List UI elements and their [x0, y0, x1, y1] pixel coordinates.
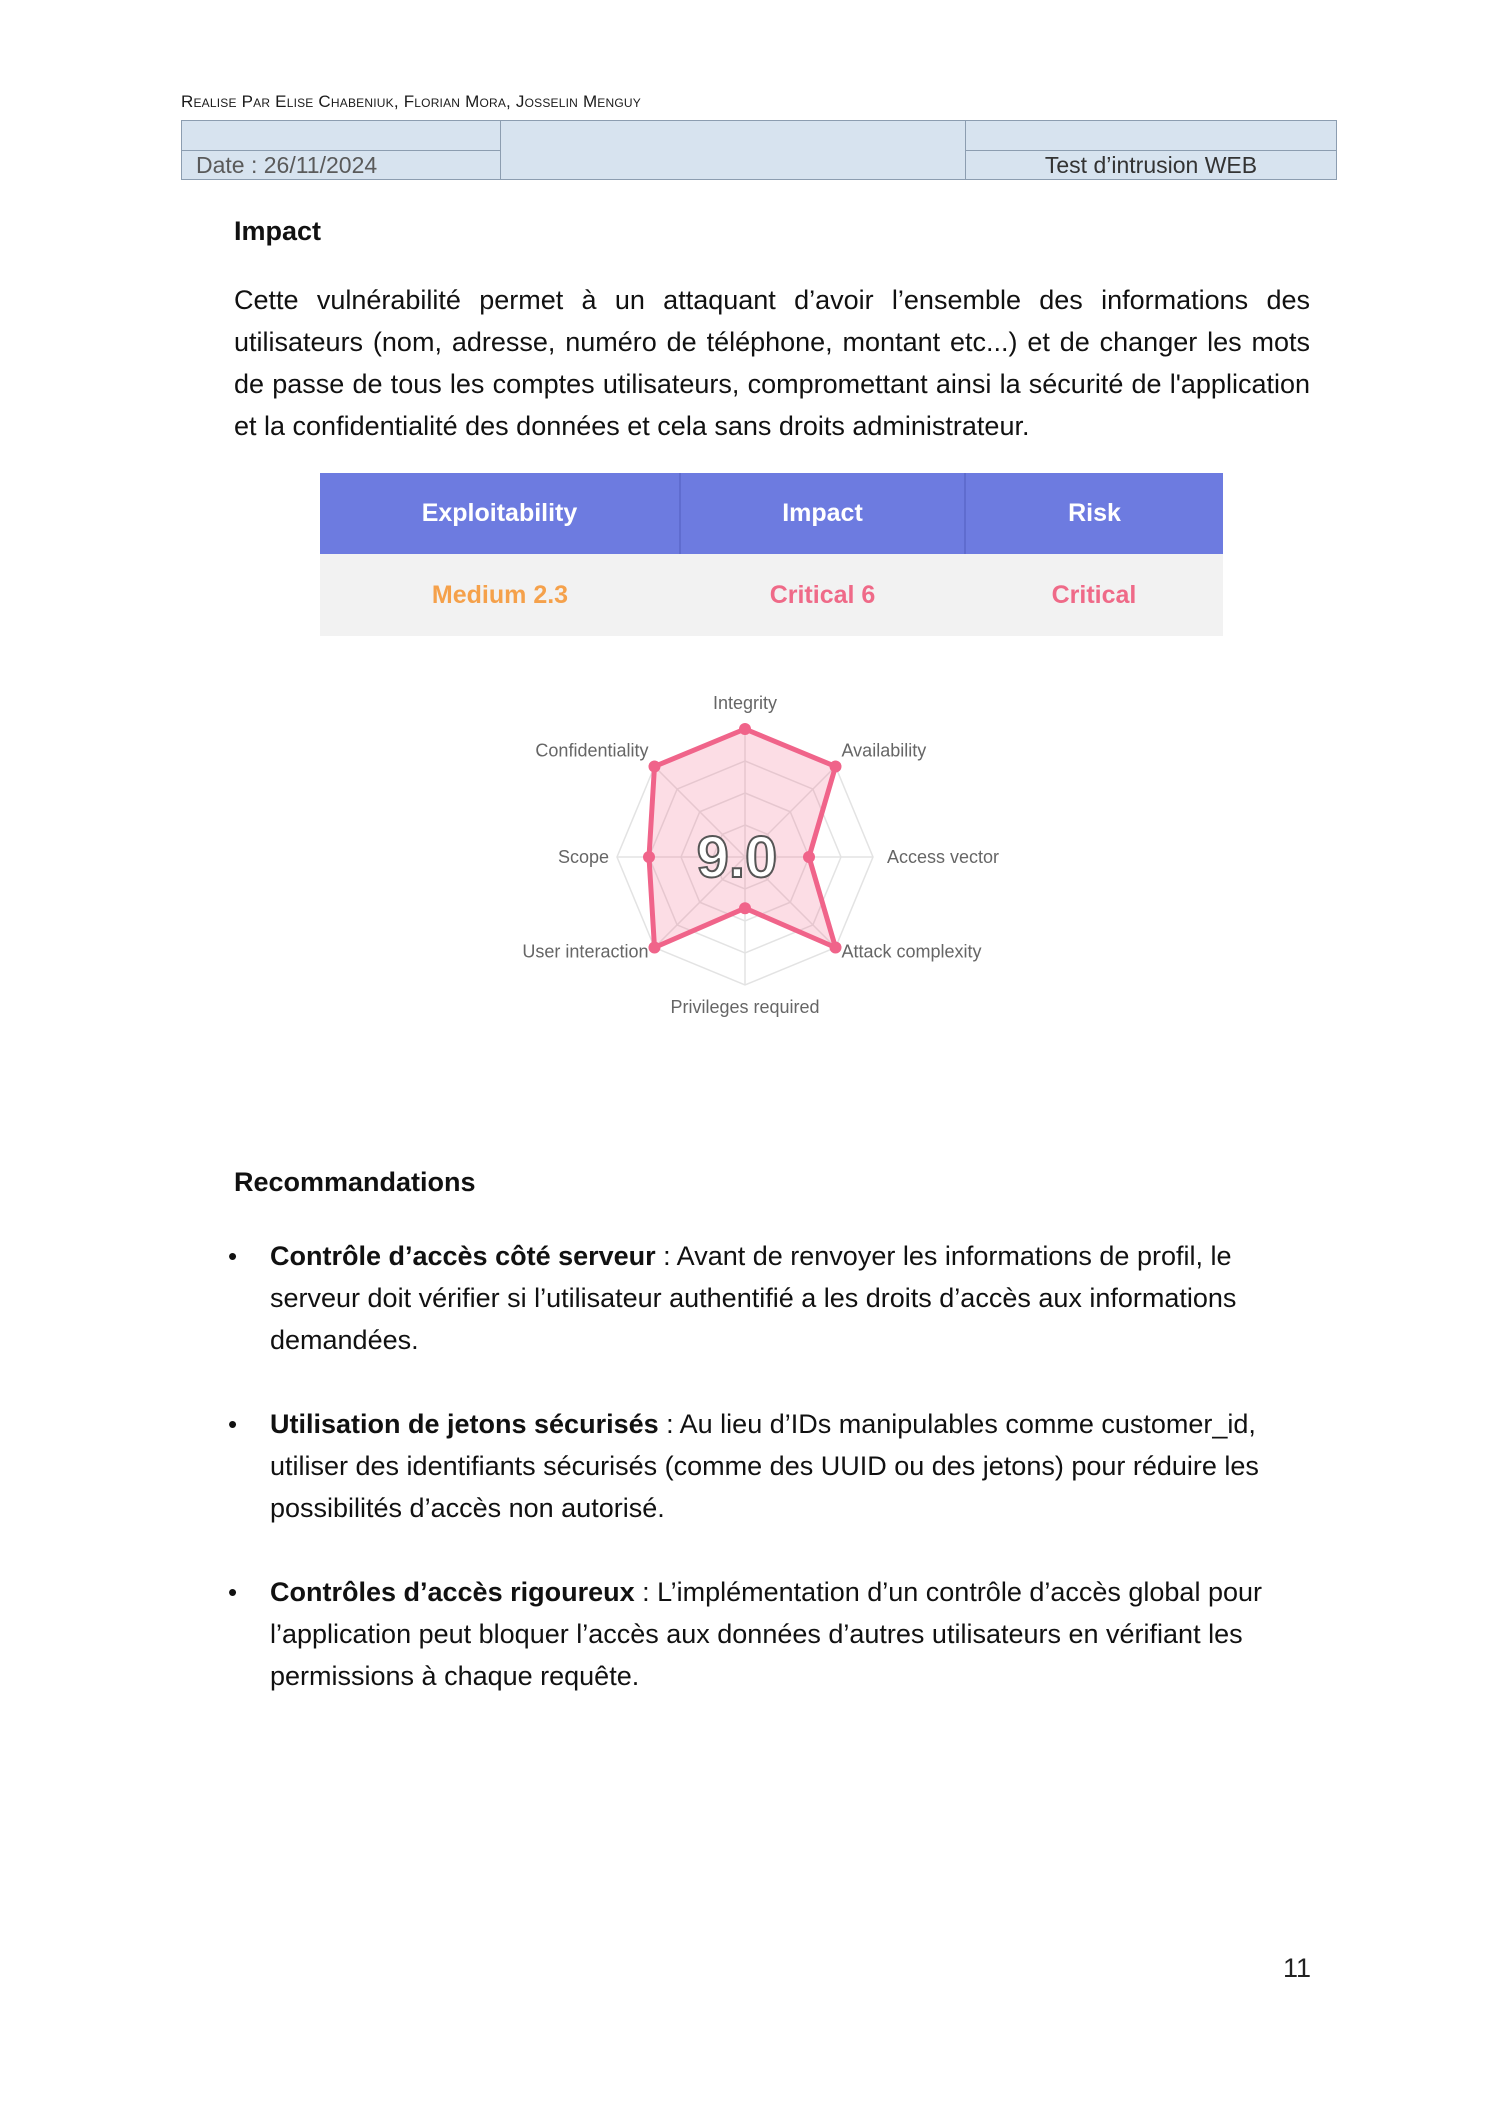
header-title: Test d’intrusion WEB: [966, 150, 1337, 180]
radar-point: [830, 760, 842, 772]
recommendation-text: : Avant de renvoyer les informations de profil, le serveur doit vérifier si l’utilisateur authentifié a les droits d’accès aux informations demandées.: [270, 1241, 1237, 1355]
impact-paragraph: Cette vulnérabilité permet à un attaquant d’avoir l’ensemble des informations des utilisateurs (nom, adresse, numéro de téléphone, montant etc...) et de changer les mots de passe de tous les comptes utilisateurs, compromettant ainsi la sécurité de l'application et la confidentialité des données et cela sans droits administrateur.: [234, 285, 1310, 441]
recommendation-bold: Contrôles d’accès rigoureux: [270, 1577, 635, 1607]
radar-chart: [470, 660, 1070, 1060]
risk-header-impact: Impact: [680, 473, 965, 554]
risk-value-risk: Critical: [965, 554, 1223, 636]
radar-axis-label: Scope: [557, 847, 609, 867]
header-table: [181, 120, 1337, 180]
header-cell: [966, 121, 1337, 151]
header-date: Date : 26/11/2024: [182, 150, 501, 180]
impact-title: Impact: [234, 216, 322, 246]
recommendation-item: [228, 1571, 1318, 1697]
radar-point: [643, 851, 655, 863]
radar-axis-label: User interaction: [522, 941, 649, 962]
radar-axis-label: Privileges required: [670, 997, 820, 1017]
radar-axis-label: Integrity: [712, 693, 778, 713]
radar-point: [830, 942, 842, 954]
radar-axis-label: Availability: [841, 740, 927, 761]
bullet-icon: •: [228, 1241, 238, 1271]
page-number: 11: [1283, 1953, 1312, 1983]
radar-axis-label: Confidentiality: [535, 740, 649, 761]
radar-point: [648, 760, 660, 772]
recommendation-text: : L’implémentation d’un contrôle d’accès global pour l’application peut bloquer l’accès aux données d’autres utilisateurs en vérifiant les permissions à chaque requête.: [270, 1577, 1262, 1691]
recommendations-title: Recommandations: [234, 1167, 476, 1197]
radar-point: [803, 851, 815, 863]
radar-point: [739, 723, 751, 735]
recommendation-bold: Contrôle d’accès côté serveur: [270, 1241, 656, 1271]
recommendation-item: [228, 1235, 1318, 1361]
radar-point: [648, 942, 660, 954]
recommendations-list: [228, 1235, 1318, 1739]
risk-value-exploitability: Medium 2.3: [320, 554, 680, 636]
bullet-icon: •: [228, 1577, 238, 1607]
radar-axis-label: Access vector: [887, 847, 1000, 867]
risk-header-exploitability: Exploitability: [320, 473, 680, 554]
radar-score: 9.0: [696, 825, 778, 890]
recommendation-bold: Utilisation de jetons sécurisés: [270, 1409, 659, 1439]
recommendation-item: [228, 1403, 1318, 1529]
header-cell-middle: [501, 121, 966, 180]
header-authors: Realise Par Elise Chabeniuk, Florian Mora, Josselin Menguy: [181, 92, 641, 111]
bullet-icon: •: [228, 1409, 238, 1439]
risk-header-risk: Risk: [965, 473, 1223, 554]
header-cell: [182, 121, 501, 151]
radar-axis-label: Attack complexity: [841, 941, 982, 962]
risk-table: [320, 473, 1223, 636]
radar-point: [739, 902, 751, 914]
risk-value-impact: Critical 6: [680, 554, 965, 636]
recommendation-text: : Au lieu d’IDs manipulables comme customer_id, utiliser des identifiants sécurisés (comme des UUID ou des jetons) pour réduire les possibilités d’accès non autorisé.: [270, 1409, 1259, 1523]
